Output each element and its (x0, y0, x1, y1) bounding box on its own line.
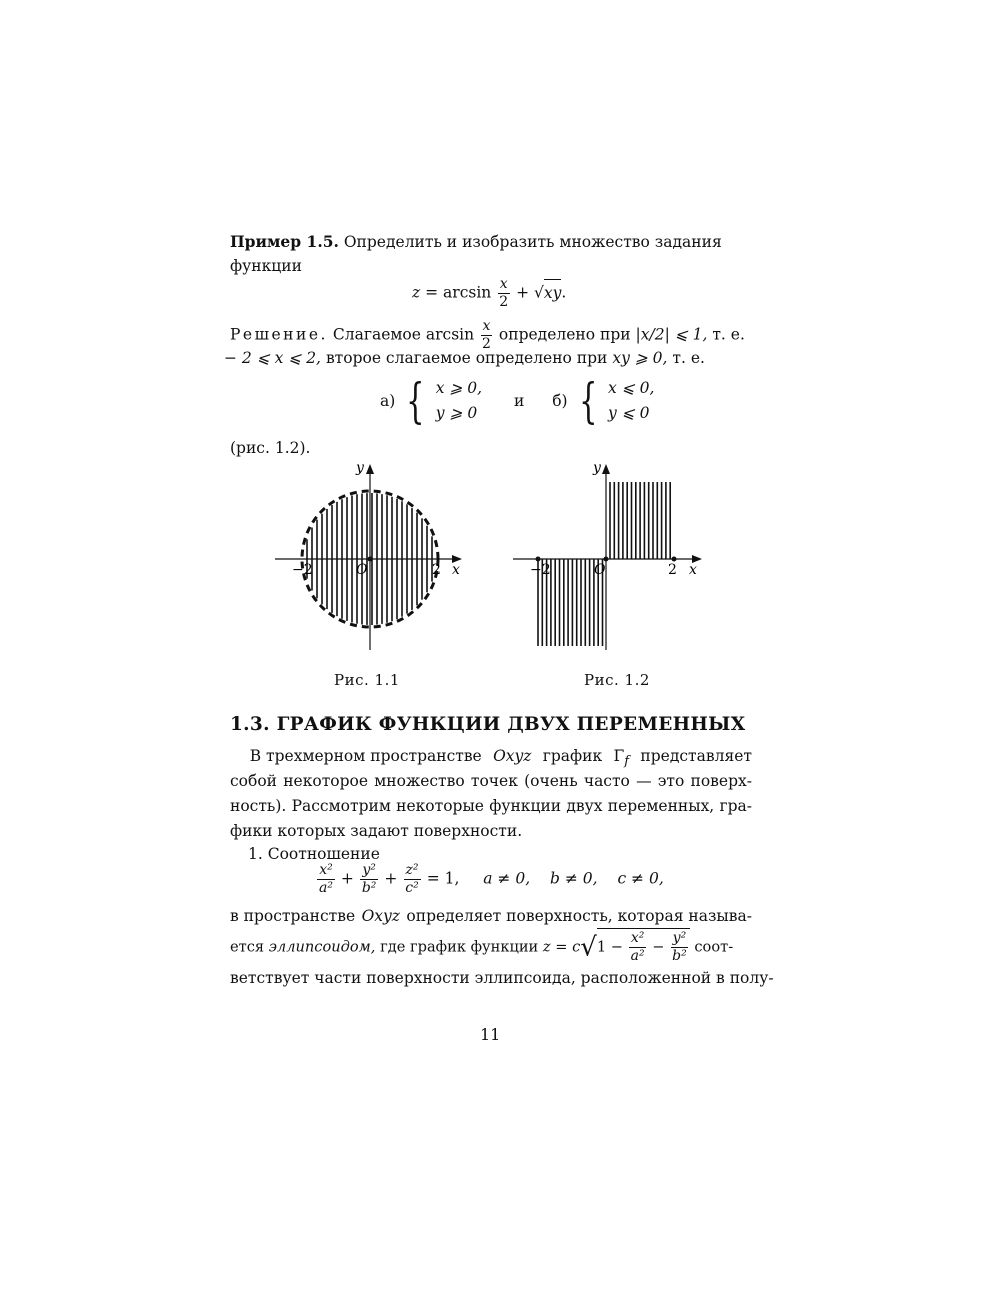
fig1-origin-point (368, 557, 373, 562)
formula-fraction (497, 276, 510, 311)
case-a-cond1: x ⩾ 0, (435, 379, 483, 397)
case-b-cond2: y ⩽ 0 (608, 404, 650, 422)
example-formula (412, 276, 566, 311)
p1-a: В трехмерном пространстве (249, 747, 482, 765)
p2-l2-minus: − (652, 938, 665, 956)
p1-b: график (542, 747, 603, 765)
eq-cond-c: c ≠ 0, (617, 869, 664, 888)
solution-p2: определено при (498, 325, 631, 344)
eq-cond-a: a ≠ 0, (483, 869, 531, 888)
fraction-num: x (499, 276, 508, 292)
p2-frac-y-den: b² (672, 948, 687, 964)
eq-y-den: b² (361, 880, 377, 896)
section-p1-line4: фики которых задают поверхности. (230, 822, 523, 840)
cases-and: и (513, 392, 525, 410)
solution-label: Решение. (230, 325, 328, 344)
fig1-y-label: y (356, 460, 364, 476)
fig1-y-arrow (366, 464, 374, 474)
case-a-brace: { (406, 373, 425, 429)
solution-frac-den: 2 (482, 336, 491, 352)
solution-cases (380, 373, 655, 429)
solution-arcsin: arcsin (425, 325, 475, 344)
solution-line-2 (224, 346, 705, 370)
solution-cond2: xy ⩾ 0, (612, 349, 668, 367)
section-p2-line3: ветствует части поверхности эллипсоида, расположенной в полу- (230, 969, 774, 987)
solution-second-term: второе слагаемое определено при (325, 349, 608, 367)
example-line-2: функции (230, 257, 302, 275)
case-b-cond1: x ⩽ 0, (608, 379, 655, 397)
fig2-diagram (508, 460, 713, 655)
solution-cond1: |x/2| ⩽ 1, (635, 325, 708, 344)
eq-plus-2: + (384, 869, 398, 888)
formula-eq: = (425, 283, 439, 302)
example-line-1 (230, 230, 752, 254)
case-b-system (608, 376, 654, 426)
fraction-den: 2 (499, 294, 509, 310)
p2-frac-x-num: x² (630, 930, 645, 946)
section-heading: 1.3. ГРАФИК ФУНКЦИИ ДВУХ ПЕРЕМЕННЫХ (230, 714, 746, 735)
fig2-right-point (672, 557, 677, 562)
eq-frac-z (403, 862, 420, 897)
formula-z: z (412, 283, 421, 302)
fig1-x-label: x (452, 562, 460, 578)
section-p2-line1 (230, 904, 752, 928)
fig2-y-label: y (593, 460, 601, 476)
p2-sqrt-body (597, 928, 690, 965)
fig2-right-tick: 2 (668, 562, 677, 578)
p1-sub: f (624, 754, 630, 770)
fig2-left-point (536, 557, 541, 562)
p2-l2-b: где график функции (380, 938, 539, 956)
example-title: Пример 1.5. (230, 232, 339, 251)
p2-l2-c: соот- (694, 938, 734, 956)
case-a-cond2: y ⩾ 0 (435, 404, 478, 422)
figure-reference: (рис. 1.2). (230, 439, 311, 457)
p1-oxyz: Oxyz (493, 747, 532, 765)
solution-range: − 2 ⩽ x ⩽ 2, (224, 349, 321, 367)
section-item1: 1. Соотношение (248, 845, 380, 863)
fig1-origin-label: O (356, 562, 368, 578)
solution-p3: т. е. (712, 325, 745, 344)
fig1-caption: Рис. 1.1 (334, 671, 400, 689)
p2-oxyz: Oxyz (361, 907, 400, 925)
fig2-origin-point (604, 557, 609, 562)
fig1-right-tick: 2 (432, 562, 441, 578)
case-b-label: б) (552, 392, 568, 410)
section-p1-line3: ность). Рассмотрим некоторые функции двух переменных, гра- (230, 797, 752, 815)
p2-a: в пространстве (230, 907, 356, 925)
ellipsoid-equation (316, 862, 664, 897)
fig2-x-label: x (689, 562, 697, 578)
fig1-diagram (270, 460, 470, 655)
fig2-origin-label: O (594, 562, 606, 578)
case-a-label: а) (380, 392, 396, 410)
sqrt-sign: √ (534, 283, 544, 302)
case-b-brace: { (578, 373, 597, 429)
eq-z-den: c² (405, 880, 419, 896)
p2-frac-x (629, 930, 647, 965)
eq-x-den: a² (319, 880, 333, 896)
fig2-left-tick: −2 (530, 562, 551, 578)
p2-frac-y-num: y² (672, 930, 687, 946)
eq-z-num: z² (405, 862, 419, 878)
formula-dot: . (561, 283, 567, 302)
example-text: Определить и изобразить множество задания (343, 233, 722, 251)
p1-gamma: Γ (613, 747, 625, 765)
p2-b: определяет поверхность, которая называ- (406, 907, 752, 925)
sqrt-radicand: xy (544, 279, 562, 305)
p2-l2-z: z = c (542, 938, 581, 956)
eq-frac-y (360, 862, 379, 897)
p2-frac-y (670, 930, 689, 965)
eq-cond-b: b ≠ 0, (550, 869, 598, 888)
eq-rhs: = 1, (426, 869, 460, 888)
section-p2-line2 (230, 928, 733, 965)
p2-sqrt-sign: √ (580, 932, 597, 963)
fig2-y-arrow (602, 464, 610, 474)
p1-c: представляет (640, 747, 752, 765)
solution-ie: т. е. (672, 349, 705, 367)
formula-arcsin: arcsin (443, 283, 492, 302)
eq-frac-x (317, 862, 335, 897)
case-a-system (436, 376, 482, 426)
section-p1-line2: собой некоторое множество точек (очень часто — это поверх- (230, 772, 752, 790)
page-number: 11 (480, 1025, 501, 1044)
p2-l2-one: 1 − (596, 938, 624, 956)
p2-frac-x-den: a² (630, 948, 645, 964)
eq-plus-1: + (340, 869, 354, 888)
eq-y-num: y² (362, 862, 376, 878)
p2-l2-ellipsoid: эллипсоидом, (268, 938, 376, 956)
fig2-caption: Рис. 1.2 (584, 671, 650, 689)
fig1-left-tick: −2 (292, 562, 313, 578)
p2-l2-a: ется (230, 938, 265, 956)
eq-x-num: x² (319, 862, 333, 878)
solution-frac-num: x (482, 318, 491, 334)
formula-plus: + (516, 283, 530, 302)
solution-p1: Слагаемое (332, 325, 421, 344)
